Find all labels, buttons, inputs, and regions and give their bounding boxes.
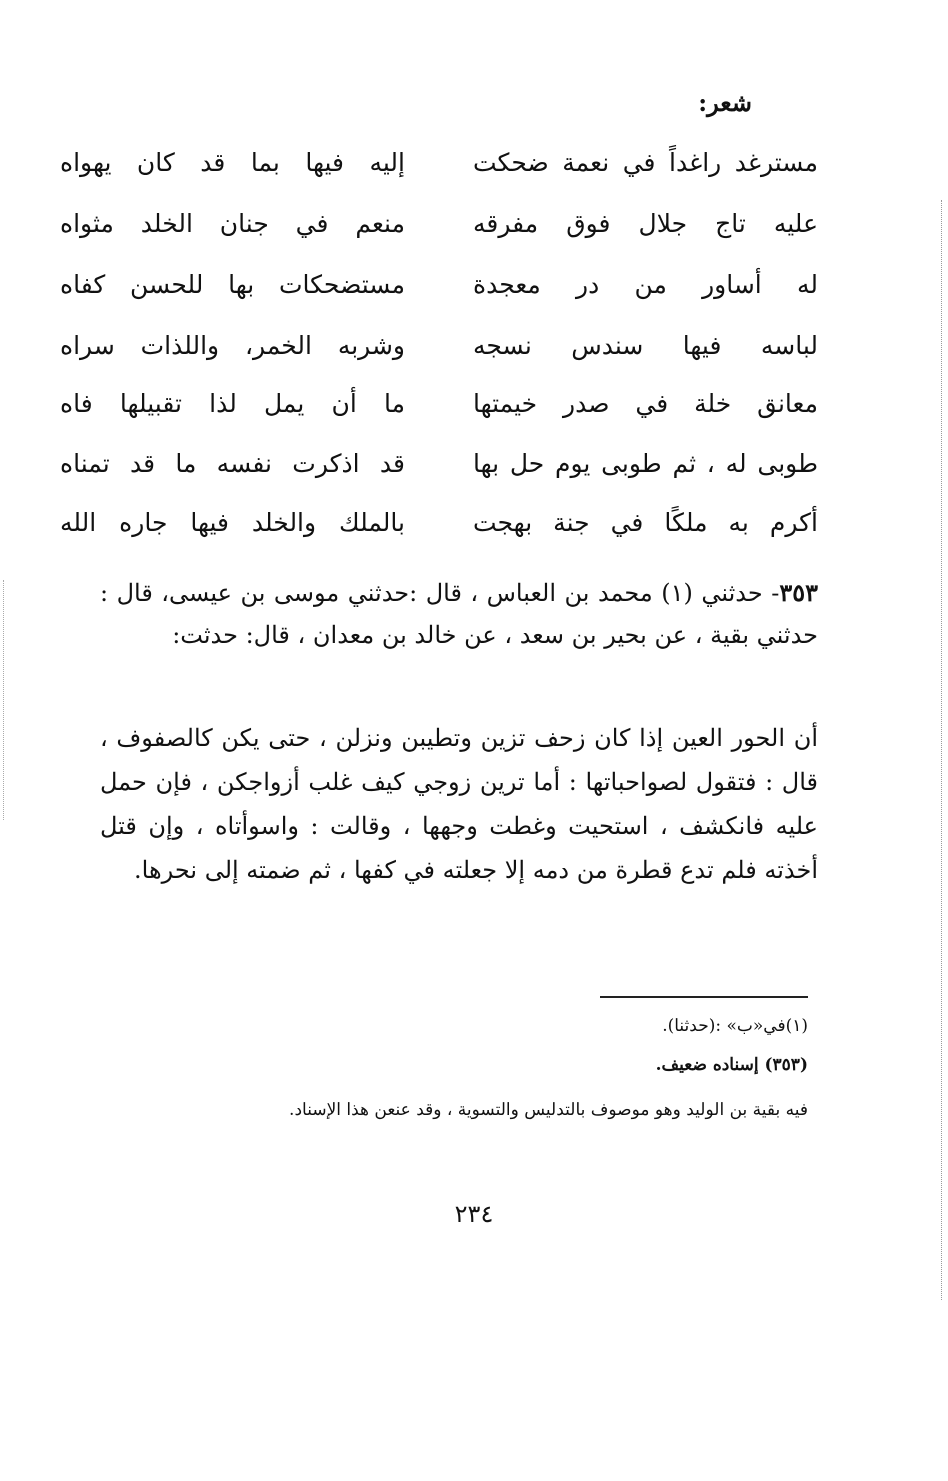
verse-3 [60,262,818,306]
hadith-isnad-paragraph [100,572,818,656]
verse-second-half: بالملك والخلد فيها جاره الله [60,507,405,537]
verse-second-half: منعم في جنان الخلد مثواه [60,208,405,238]
hadith-isnad: - حدثني (١) محمد بن العباس ، قال :حدثني موسى بن عيسى، قال : حدثني بقية ، عن بحير بن سعد ، عن خالد بن معدان ، قال: حدثت: [100,579,818,649]
verse-6 [60,441,818,485]
scan-margin-edge-left [3,580,4,820]
verse-first-half: لباسه فيها سندس نسجه [473,330,818,360]
hadith-matn: أن الحور العين إذا كان زحف تزين وتطيبن ونزلن ، حتى يكن كالصفوف ، قال : فتقول لصواحباتها : أما ترين زوجي كيف غلب أزواجكن ، فإن حمل عليه فانكشف ، استحيت وغطت وجهها ، وقالت : واسوأتاه ، وإن قتل أخذته فلم تدع قطرة من دمه إلا جعلته في كفها ، ثم ضمته إلى نحرها. [100,724,818,884]
poem-heading: شعر: [698,88,752,117]
verse-second-half: ما أن يمل لذا تقبيلها فاه [60,388,405,418]
verse-2 [60,201,818,245]
page-number: ٢٣٤ [454,1200,494,1228]
footnote-1: (١)في«ب» :(حدثنا). [662,1016,808,1036]
verse-second-half: مستضحكات بها للحسن كفاه [60,269,405,299]
verse-5 [60,381,818,425]
footnote-divider [600,996,808,998]
footnote-2: (٣٥٣) إسناده ضعيف. [655,1055,808,1075]
verse-second-half: قد اذكرت نفسه ما قد تمناه [60,448,405,478]
verse-7 [60,500,818,544]
scan-margin-edge [941,200,942,1300]
verse-first-half: أكرم به ملكًا في جنة بهجت [473,507,818,537]
hadith-number: ٣٥٣ [779,578,818,607]
verse-first-half: له أساور من در معجدة [473,269,818,299]
verse-1 [60,140,818,184]
verse-first-half: معانق خلة في صدر خيمتها [473,388,818,418]
verse-first-half: عليه تاج جلال فوق مفرقه [473,208,818,238]
verse-first-half: طوبى له ، ثم طوبى يوم حل بها [473,448,818,478]
verse-second-half: إليه فيها بما قد كان يهواه [60,147,405,177]
footnote-3: فيه بقية بن الوليد وهو موصوف بالتدليس والتسوية ، وقد عنعن هذا الإسناد. [289,1100,808,1120]
verse-4 [60,323,818,367]
verse-first-half: مسترغد راغداً في نعمة ضحكت [473,147,818,177]
verse-second-half: وشربه الخمر، واللذات سراه [60,330,405,360]
